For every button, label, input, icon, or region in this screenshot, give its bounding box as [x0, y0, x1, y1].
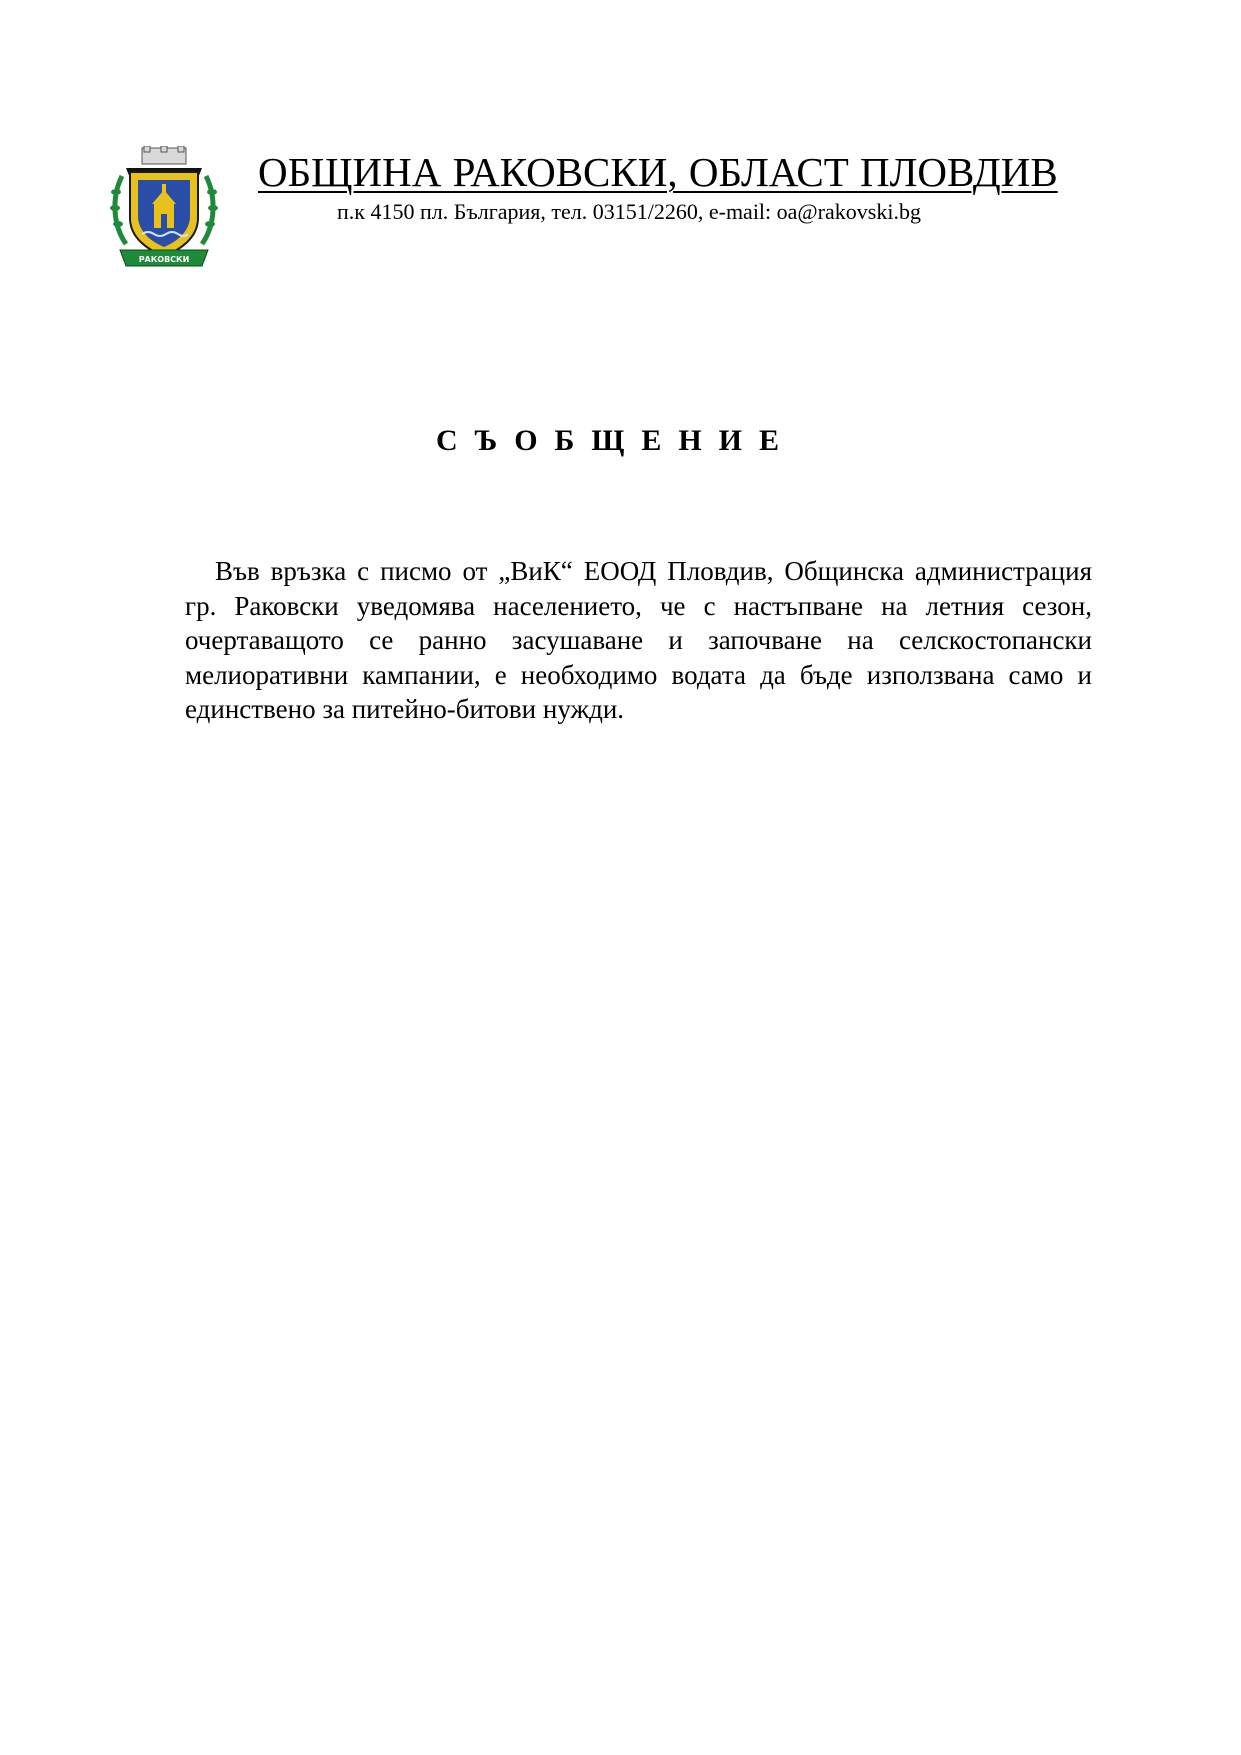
- municipality-title: ОБЩИНА РАКОВСКИ, ОБЛАСТ ПЛОВДИВ: [258, 149, 1058, 195]
- coat-of-arms-logo: [108, 146, 220, 272]
- municipality-contact-line: п.к 4150 пл. България, тел. 03151/2260, e-mail: oa@rakovski.bg: [337, 199, 921, 224]
- notice-body-paragraph: Във връзка с писмо от „ВиК“ ЕООД Пловдив, Общинска администрация гр. Раковски уведомява населението, че с настъпване на летния сезон, очертаващото се ранно засушаване и започване на селскостопански мелиоративни кампании, е необходимо водата да бъде използвана само и единствено за питейно-битови нужди.: [185, 556, 1092, 724]
- notice-heading: СЪОБЩЕНИЕ: [436, 424, 797, 457]
- coat-of-arms-ribbon-text: РАКОВСКИ: [138, 255, 190, 264]
